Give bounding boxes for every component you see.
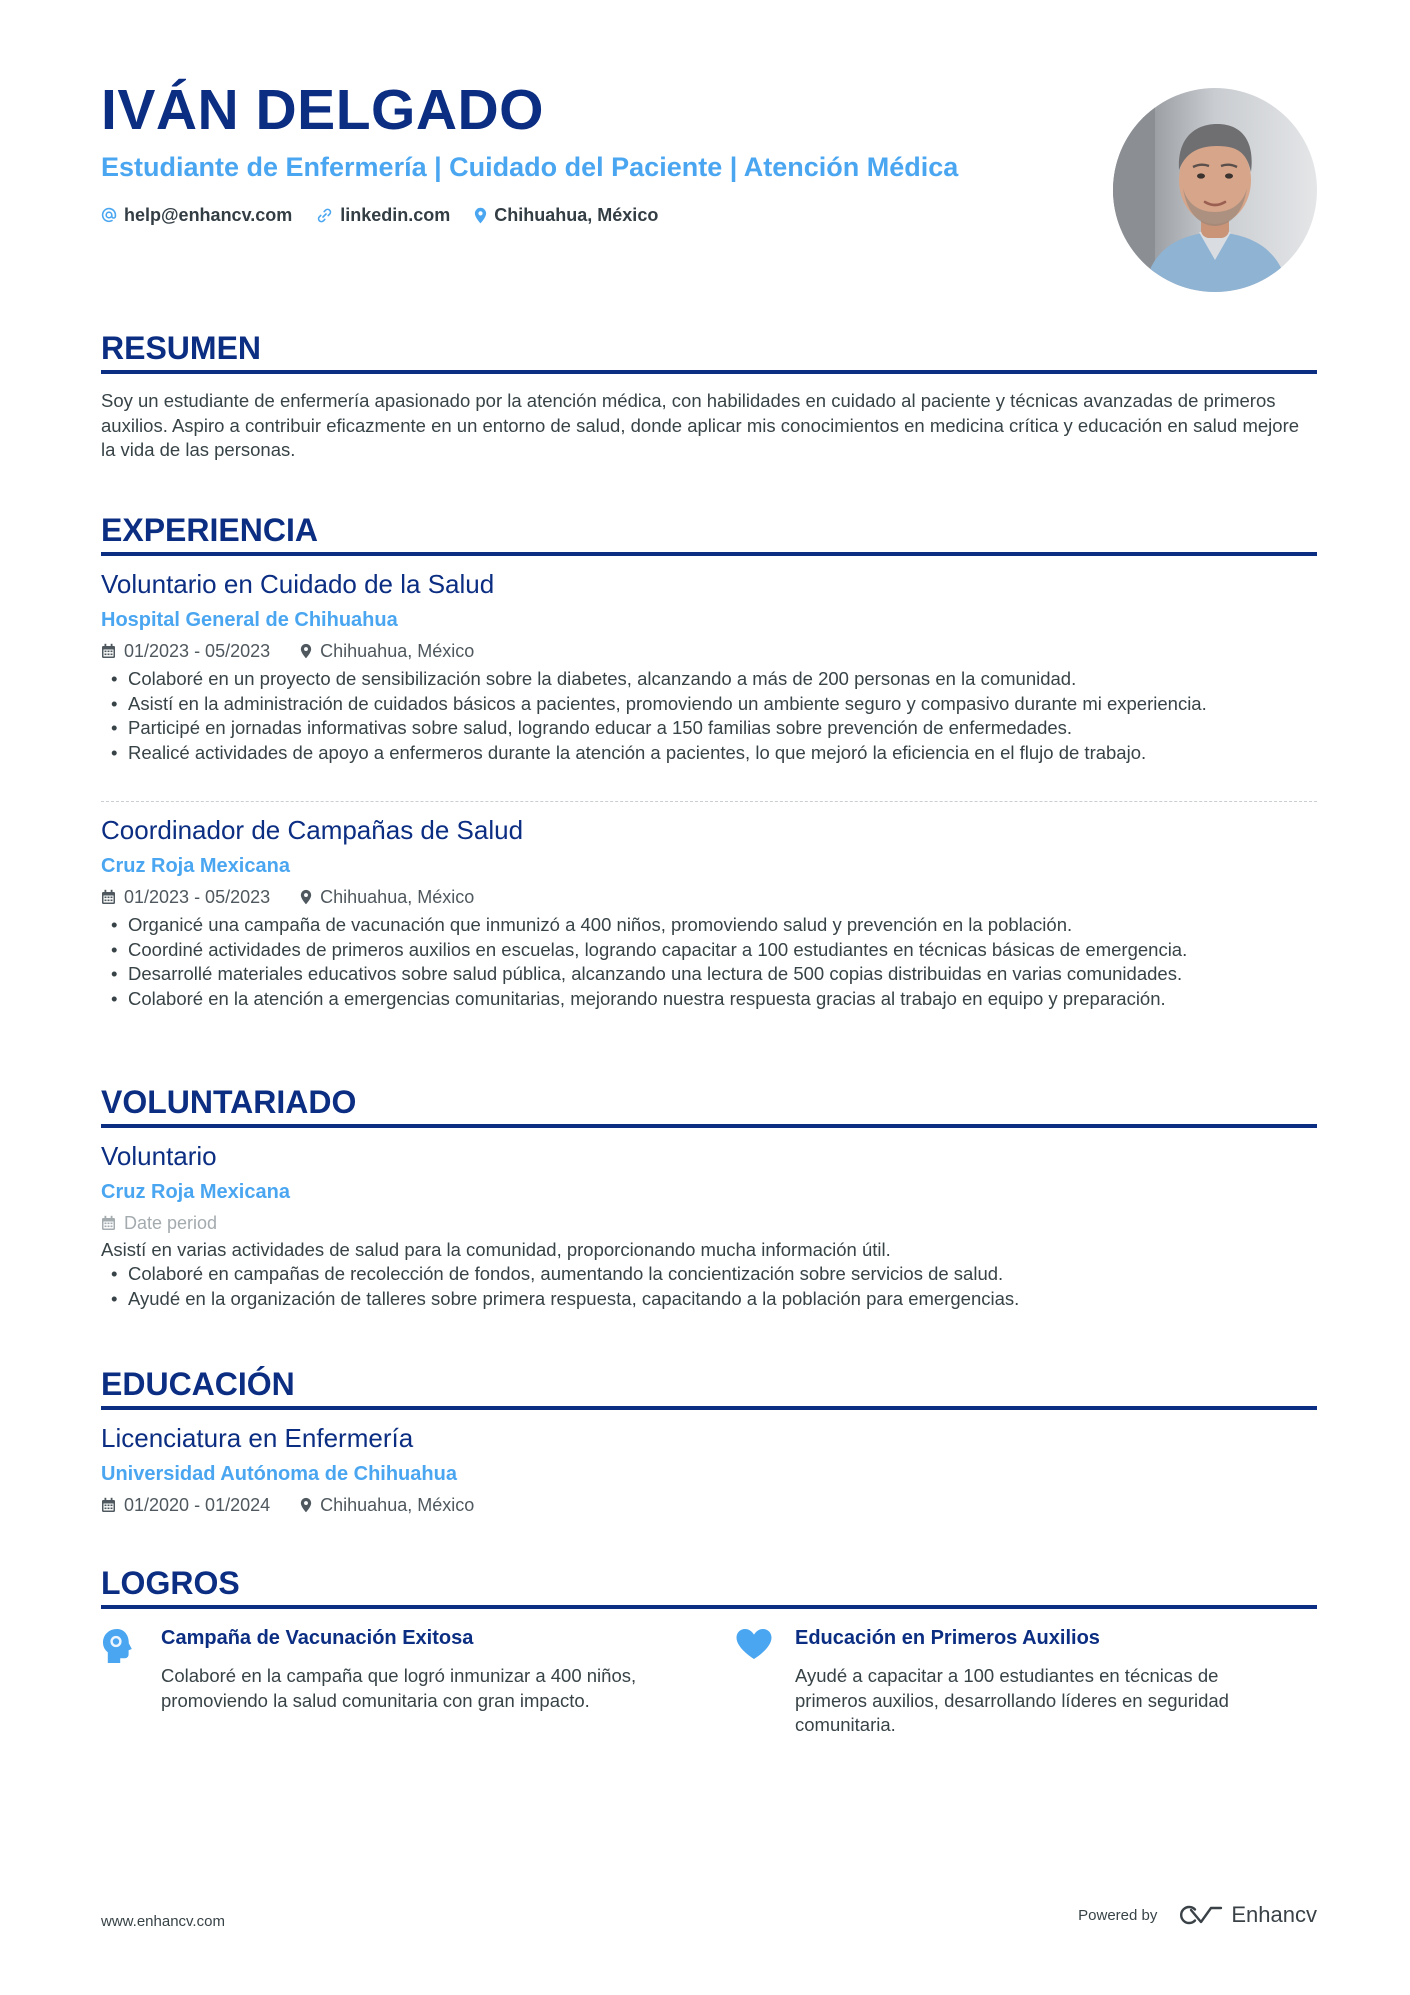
contact-linkedin-text: linkedin.com bbox=[340, 205, 451, 225]
job-dates-text: 01/2023 - 05/2023 bbox=[124, 641, 271, 661]
job-bullets bbox=[101, 667, 1317, 765]
job-title: Voluntario en Cuidado de la Salud bbox=[101, 569, 495, 599]
job-company: Hospital General de Chihuahua bbox=[101, 609, 398, 631]
heart-icon bbox=[735, 1628, 773, 1665]
job-bullet: • Organicé una campaña de vacunación que inmunizó a 400 niños, promoviendo salud y prevención en la población. bbox=[101, 913, 1317, 938]
education-degree: Licenciatura en Enfermería bbox=[101, 1423, 414, 1453]
achievement-description: Colaboré en la campaña que logró inmunizar a 400 niños, promoviendo la salud comunitaria con gran impacto. bbox=[161, 1665, 637, 1711]
job-meta bbox=[101, 642, 504, 660]
contact-email-text: help@enhancv.com bbox=[124, 205, 293, 225]
education-location-text: Chihuahua, México bbox=[320, 1495, 475, 1515]
job-bullet: • Realicé actividades de apoyo a enfermeros durante la atención a pacientes, lo que mejoró la eficiencia en el flujo de trabajo. bbox=[101, 741, 1317, 766]
volunteering-divider bbox=[101, 1124, 1317, 1128]
job-location bbox=[300, 888, 474, 906]
education-dates bbox=[101, 1496, 270, 1514]
summary-divider bbox=[101, 370, 1317, 374]
link-icon bbox=[316, 207, 333, 224]
contact-location bbox=[474, 206, 658, 224]
candidate-name: IVÁN DELGADO bbox=[101, 78, 545, 142]
job-bullet: • Colaboré en un proyecto de sensibilización sobre la diabetes, alcanzando a más de 200 personas en la comunidad. bbox=[101, 667, 1317, 692]
calendar-icon bbox=[101, 643, 116, 659]
job-bullet: • Participé en jornadas informativas sobre salud, logrando educar a 150 familias sobre prevención de enfermedades. bbox=[101, 716, 1317, 741]
volunteer-dates bbox=[101, 1214, 217, 1232]
achievements-divider bbox=[101, 1605, 1317, 1609]
footer-branding bbox=[1078, 1904, 1317, 1926]
contact-location-text: Chihuahua, México bbox=[494, 205, 659, 225]
enhancv-logo[interactable] bbox=[1177, 1904, 1317, 1926]
volunteer-bullet: • Ayudé en la organización de talleres sobre primera respuesta, capacitando a la población para emergencias. bbox=[101, 1287, 1317, 1312]
job-bullet: • Asistí en la administración de cuidados básicos a pacientes, promoviendo un ambiente seguro y compasivo durante mi experiencia. bbox=[101, 692, 1317, 717]
contact-bar bbox=[101, 206, 658, 224]
job-location-text: Chihuahua, México bbox=[320, 887, 475, 907]
calendar-icon bbox=[101, 1215, 116, 1231]
job-title: Coordinador de Campañas de Salud bbox=[101, 815, 524, 845]
job-bullets bbox=[101, 913, 1317, 1011]
experience-divider bbox=[101, 552, 1317, 556]
education-dates-text: 01/2020 - 01/2024 bbox=[124, 1495, 271, 1515]
location-pin-icon bbox=[300, 643, 312, 659]
location-pin-icon bbox=[474, 207, 487, 224]
job-dates bbox=[101, 888, 270, 906]
achievement-description: Ayudé a capacitar a 100 estudiantes en técnicas de primeros auxilios, desarrollando líderes en seguridad comunitaria. bbox=[795, 1665, 1229, 1735]
location-pin-icon bbox=[300, 1497, 312, 1513]
enhancv-logo-icon bbox=[1177, 1904, 1223, 1926]
head-idea-icon bbox=[101, 1628, 135, 1669]
volunteer-role: Voluntario bbox=[101, 1141, 217, 1171]
volunteer-meta bbox=[101, 1214, 247, 1232]
summary-text: Soy un estudiante de enfermería apasionado por la atención médica, con habilidades en cuidado al paciente y técnicas avanzadas de primeros auxilios. Aspiro a contribuir eficazmente en un entorno de salud, donde aplicar mis conocimientos en medicina crítica y educación en salud mejore la vida de las personas. bbox=[101, 390, 1300, 460]
education-location bbox=[300, 1496, 474, 1514]
volunteer-dates-text: Date period bbox=[124, 1213, 218, 1233]
calendar-icon bbox=[101, 1497, 116, 1513]
at-icon bbox=[101, 207, 117, 223]
calendar-icon bbox=[101, 889, 116, 905]
volunteer-bullets bbox=[101, 1262, 1317, 1311]
volunteer-description: Asistí en varias actividades de salud para la comunidad, proporcionando mucha información útil. bbox=[101, 1239, 891, 1260]
experience-heading: EXPERIENCIA bbox=[101, 512, 318, 548]
entry-separator bbox=[101, 801, 1317, 802]
education-heading: EDUCACIÓN bbox=[101, 1366, 295, 1402]
volunteer-organization: Cruz Roja Mexicana bbox=[101, 1181, 290, 1203]
location-pin-icon bbox=[300, 889, 312, 905]
candidate-tagline: Estudiante de Enfermería | Cuidado del Paciente | Atención Médica bbox=[101, 152, 959, 182]
job-location-text: Chihuahua, México bbox=[320, 641, 475, 661]
job-bullet: • Coordiné actividades de primeros auxilios en escuelas, logrando capacitar a 100 estudiantes en técnicas básicas de emergencia. bbox=[101, 938, 1317, 963]
achievement-title: Educación en Primeros Auxilios bbox=[795, 1627, 1100, 1649]
job-dates bbox=[101, 642, 270, 660]
job-location bbox=[300, 642, 474, 660]
education-school: Universidad Autónoma de Chihuahua bbox=[101, 1463, 457, 1485]
summary-heading: RESUMEN bbox=[101, 330, 262, 366]
job-dates-text: 01/2023 - 05/2023 bbox=[124, 887, 271, 907]
footer-website[interactable]: www.enhancv.com bbox=[101, 1913, 225, 1930]
contact-email[interactable] bbox=[101, 206, 292, 224]
achievement-title: Campaña de Vacunación Exitosa bbox=[161, 1627, 474, 1649]
enhancv-logo-text: Enhancv bbox=[1231, 1902, 1317, 1927]
profile-photo bbox=[1113, 88, 1317, 292]
education-meta bbox=[101, 1496, 504, 1514]
job-meta bbox=[101, 888, 504, 906]
contact-linkedin[interactable] bbox=[316, 206, 450, 224]
achievements-heading: LOGROS bbox=[101, 1565, 240, 1601]
job-company: Cruz Roja Mexicana bbox=[101, 855, 290, 877]
job-bullet: • Colaboré en la atención a emergencias comunitarias, mejorando nuestra respuesta gracias al trabajo en equipo y preparación. bbox=[101, 987, 1317, 1012]
volunteering-heading: VOLUNTARIADO bbox=[101, 1084, 357, 1120]
powered-by-label: Powered by bbox=[1078, 1906, 1158, 1924]
job-bullet: • Desarrollé materiales educativos sobre salud pública, alcanzando una lectura de 500 copias distribuidas en varias comunidades. bbox=[101, 962, 1317, 987]
education-divider bbox=[101, 1406, 1317, 1410]
volunteer-bullet: • Colaboré en campañas de recolección de fondos, aumentando la concientización sobre servicios de salud. bbox=[101, 1262, 1317, 1287]
